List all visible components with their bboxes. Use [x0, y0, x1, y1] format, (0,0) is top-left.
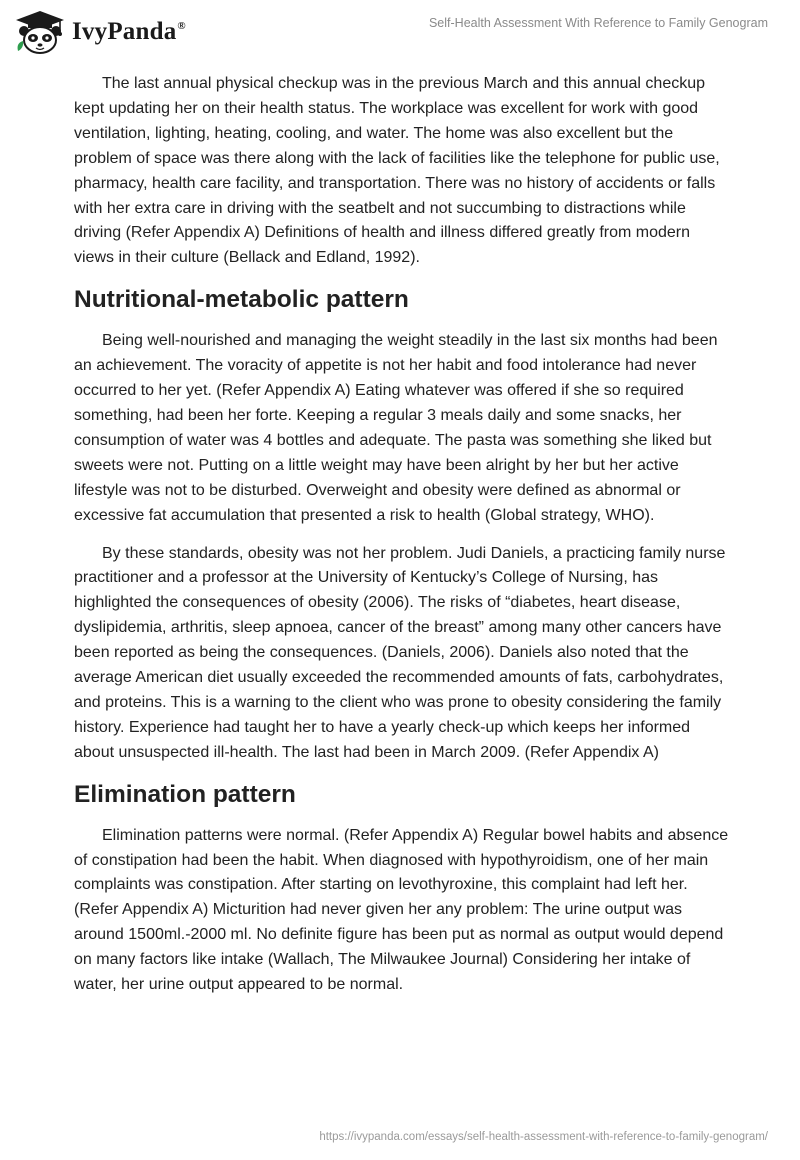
heading-elimination-pattern: Elimination pattern: [74, 780, 296, 808]
heading-nutritional-metabolic: Nutritional-metabolic pattern: [74, 286, 409, 314]
panda-graduate-icon: [14, 9, 66, 55]
essay-content: [74, 72, 734, 1011]
document-title: Self-Health Assessment With Reference to Family Genogram: [428, 16, 768, 30]
page-header: [0, 0, 800, 70]
paragraph-obesity: By these standards, obesity was not her problem. Judi Daniels, a practicing family nurse practitioner and a professor at the University of Kentucky’s College of Nursing, has highlighted the consequences of obesity (2006). The risks of “diabetes, heart disease, dyslipidemia, arthritis, sleep apnoea, cancer of the breast” among many other cancers have been reported as being the consequences. (Daniels, 2006). Daniels also noted that the average American diet usually exceeded the recommended amounts of fats, carbohydrates, and proteins. This is a warning to the client who was prone to obesity considering the family history. Experience had taught her to have a yearly check-up which keeps her informed about unsuspected ill-health. The last had been in March 2009. (Refer Appendix A): [74, 544, 726, 761]
ivypanda-logo[interactable]: [14, 9, 186, 55]
paragraph-elimination: Elimination patterns were normal. (Refer Appendix A) Regular bowel habits and absence of constipation had been the habit. When diagnosed with hypothyroidism, one of her main complaints was constipation. After starting on levothyroxine, this complaint had left her. (Refer Appendix A) Micturition had never given her any problem: The urine output was around 1500ml.-2000 ml. No definite figure has been put as normal as output would depend on many factors like intake (Wallach, The Milwaukee Journal) Considering her intake of water, her urine output appeared to be normal.: [74, 826, 729, 994]
logo-text: IvyPanda®: [72, 18, 186, 45]
registered-mark: ®: [177, 20, 186, 32]
paragraph-nutrition: Being well-nourished and managing the weight steadily in the last six months had been an achievement. The voracity of appetite is not her habit and food intolerance had never occurred to her yet. (Refer Appendix A) Eating whatever was offered if she so required something, had been her forte. Keeping a regular 3 meals daily and some snacks, her consumption of water was 4 bottles and adequate. The pasta was something she liked but sweets were not. Putting on a little weight may have been alright by her but her active lifestyle was not to be disturbed. Overweight and obesity were defined as abnormal or excessive fat accumulation that presented a risk to health (Global strategy, WHO).: [74, 332, 718, 524]
paragraph-physical-checkup: The last annual physical checkup was in the previous March and this annual checkup kept updating her on their health status. The workplace was excellent for work with good ventilation, lighting, heating, cooling, and water. The home was also excellent but the problem of space was there along with the lack of facilities like the telephone for public use, pharmacy, health care facility, and transportation. There was no history of accidents or falls with her extra care in driving with the seatbelt and not succumbing to distractions while driving (Refer Appendix A) Definitions of health and illness differed greatly from modern views in their culture (Bellack and Edland, 1992).: [74, 75, 720, 267]
source-url[interactable]: https://ivypanda.com/essays/self-health-assessment-with-reference-to-family-genogram/: [319, 1131, 768, 1143]
